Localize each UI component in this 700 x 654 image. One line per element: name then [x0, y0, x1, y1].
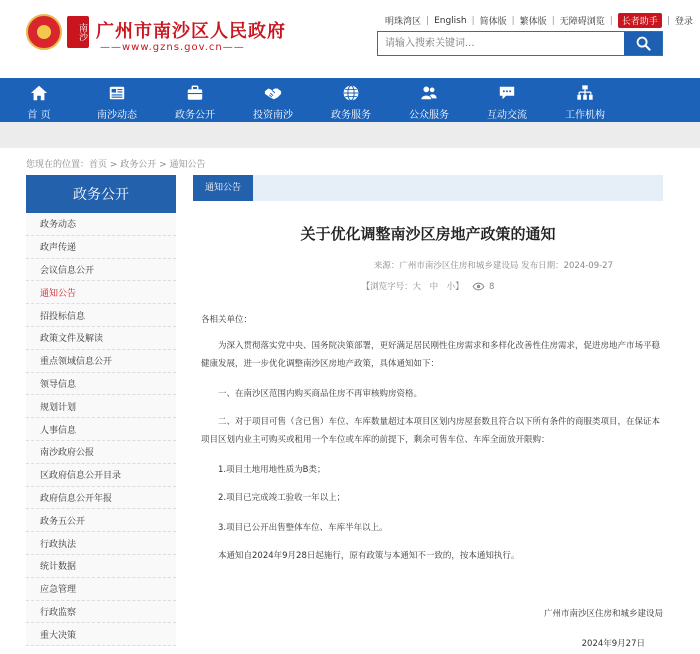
- article-meta: 来源：广州市南沙区住房和城乡建设局 发布日期：2024-09-27: [373, 261, 613, 271]
- top-link-traditional[interactable]: 繁体版: [519, 17, 547, 27]
- search-box: [377, 31, 663, 56]
- elder-mode-button[interactable]: 长者助手: [618, 13, 662, 28]
- sidebar-item[interactable]: 应急管理: [26, 578, 176, 601]
- search-input[interactable]: [378, 32, 624, 55]
- briefcase-icon: [186, 84, 204, 102]
- site-domain: ——www.gzns.gov.cn——: [100, 42, 245, 53]
- sidebar-title: 政务公开: [26, 175, 176, 213]
- eye-icon: [472, 282, 485, 291]
- font-size-selector[interactable]: 【浏览字号：大 中 小】: [361, 282, 464, 292]
- nav-item-home[interactable]: 首 页: [0, 78, 78, 122]
- main-nav: [0, 78, 700, 122]
- article-signature: 广州市南沙区住房和城乡建设局: [543, 609, 663, 619]
- view-count: 8: [489, 282, 495, 292]
- sidebar-item[interactable]: 统计数据: [26, 555, 176, 578]
- article-salutation: 各相关单位：: [201, 315, 253, 325]
- nav-item-invest[interactable]: 投资南沙: [234, 78, 312, 122]
- article-panel: [193, 175, 663, 654]
- breadcrumb[interactable]: 您现在的位置：首页 > 政务公开 > 通知公告: [26, 160, 206, 170]
- article-paragraph: 3.项目已公开出售整体车位、车库半年以上。: [218, 523, 388, 533]
- sidebar-item[interactable]: 招投标信息: [26, 304, 176, 327]
- newspaper-icon: [108, 84, 126, 102]
- sidebar-item[interactable]: 政声传递: [26, 236, 176, 259]
- article-paragraph: 2.项目已完成竣工验收一年以上；: [218, 493, 346, 503]
- nav-item-news[interactable]: 南沙动态: [78, 78, 156, 122]
- sidebar-list: [26, 213, 176, 646]
- site-header: [0, 0, 700, 78]
- sidebar-item[interactable]: 行政执法: [26, 532, 176, 555]
- sidebar-item[interactable]: 政策文件及解读: [26, 327, 176, 350]
- nav-item-interaction[interactable]: 互动交流: [468, 78, 546, 122]
- content-tab-bar: [193, 175, 663, 201]
- nav-item-gov-service[interactable]: 政务服务: [312, 78, 390, 122]
- search-icon: [636, 36, 651, 51]
- chat-icon: [498, 84, 516, 102]
- top-link-mingzhuwan[interactable]: 明珠湾区: [385, 17, 422, 27]
- article-paragraph: 二、对于项目可售（含已售）车位、车库数量超过本项目区划内房屋套数且符合以下所有条件的商服类项目，在保证本项目区划内业主可购买或租用一个车位或车库的前提下，剩余可售车位、车库全面放开限购：: [201, 417, 661, 445]
- people-icon: [420, 84, 438, 102]
- sidebar-item[interactable]: 重大决策: [26, 623, 176, 646]
- nav-item-gov-affairs[interactable]: 政务公开: [156, 78, 234, 122]
- sidebar-item[interactable]: 政务五公开: [26, 509, 176, 532]
- article-paragraph: 为深入贯彻落实党中央、国务院决策部署，更好满足居民刚性住房需求和多样化改善性住房需求，促进房地产市场平稳健康发展，进一步优化调整南沙区房地产政策，具体通知如下：: [201, 341, 661, 369]
- sidebar-item[interactable]: 政务动态: [26, 213, 176, 236]
- sidebar-item[interactable]: 区政府信息公开目录: [26, 464, 176, 487]
- org-chart-icon: [576, 84, 594, 102]
- top-links: 明珠湾区 | English | 简体版 | 繁体版 | 无障碍浏览 | 长者助手 | 登录: [385, 13, 693, 28]
- handshake-icon: [264, 84, 282, 102]
- article-paragraph: 本通知自2024年9月28日起施行，原有政策与本通知不一致的，按本通知执行。: [218, 551, 520, 561]
- article-paragraph: 1.项目土地用地性质为B类；: [218, 465, 326, 475]
- nav-item-public-service[interactable]: 公众服务: [390, 78, 468, 122]
- sidebar-item[interactable]: 人事信息: [26, 418, 176, 441]
- sidebar: [26, 175, 176, 646]
- sidebar-item[interactable]: 通知公告: [26, 281, 176, 304]
- article-title: 关于优化调整南沙区房地产政策的通知: [300, 225, 556, 243]
- sidebar-item[interactable]: 领导信息: [26, 373, 176, 396]
- font-size-controls: [193, 280, 663, 292]
- content-tab-notice[interactable]: 通知公告: [193, 175, 253, 201]
- article-date: 2024年9月27日: [581, 639, 645, 649]
- site-title[interactable]: 广州市南沙区人民政府: [96, 21, 286, 42]
- sidebar-item[interactable]: 规划计划: [26, 395, 176, 418]
- login-link[interactable]: 登录: [674, 17, 693, 27]
- sidebar-item[interactable]: 会议信息公开: [26, 259, 176, 282]
- nav-item-agencies[interactable]: 工作机构: [546, 78, 624, 122]
- sidebar-item[interactable]: 南沙政府公报: [26, 441, 176, 464]
- top-link-english[interactable]: English: [434, 15, 467, 26]
- sidebar-item[interactable]: 重点领域信息公开: [26, 350, 176, 373]
- top-link-accessibility[interactable]: 无障碍浏览: [559, 17, 605, 27]
- article-paragraph: 一、在南沙区范围内购买商品住房不再审核购房资格。: [218, 389, 423, 399]
- sidebar-item[interactable]: 行政监察: [26, 601, 176, 624]
- search-button[interactable]: [624, 32, 662, 55]
- banner-band: [0, 122, 700, 148]
- top-link-simplified[interactable]: 简体版: [479, 17, 507, 27]
- globe-icon: [342, 84, 360, 102]
- home-icon: [30, 84, 48, 102]
- sidebar-item[interactable]: 政府信息公开年报: [26, 487, 176, 510]
- nansha-seal-logo: 南沙: [67, 16, 89, 48]
- national-emblem-icon: [26, 14, 62, 50]
